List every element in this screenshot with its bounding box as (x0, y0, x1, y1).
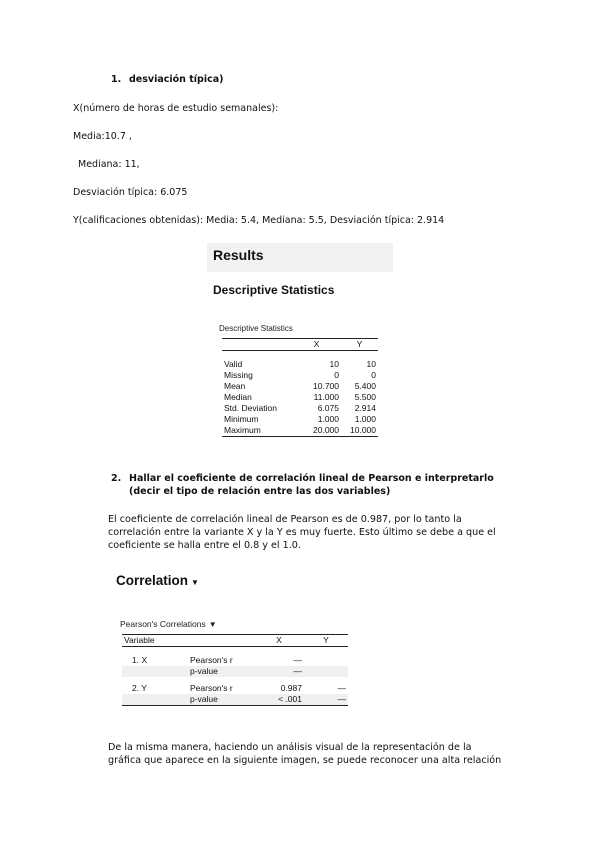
corr-variable: 2. Y (132, 683, 147, 693)
corr-variable (122, 694, 188, 706)
corr-stat: p-value (190, 666, 218, 676)
desc-cell-x: 10.700 (313, 381, 339, 391)
closing-paragraph-line1: De la misma manera, haciendo un análisis visual de la representación de la (108, 742, 472, 753)
desc-cell-x: 20.000 (313, 425, 339, 435)
desc-cell-y: 1.000 (354, 414, 376, 424)
section-2-number: 2. (111, 473, 122, 484)
section-1-heading (111, 74, 223, 85)
table-row (222, 403, 378, 414)
descriptive-table-caption: Descriptive Statistics (219, 324, 293, 333)
section-2-title-line1: Hallar el coeficiente de correlación lineal de Pearson e interpretarlo (129, 473, 494, 484)
desc-cell-x: 1.000 (317, 414, 339, 424)
desc-row-label: Valid (224, 359, 243, 369)
pearson-paragraph-line1: El coeficiente de correlación lineal de Pearson es de 0.987, por lo tanto la (108, 514, 462, 525)
x-std-deviation: Desviación típica: 6.075 (73, 187, 188, 198)
descriptive-statistics-title: Descriptive Statistics (213, 283, 335, 297)
corr-header-variable: Variable (124, 635, 155, 645)
desc-cell-y: 2.914 (354, 403, 376, 413)
desc-row-label: Std. Deviation (224, 403, 277, 413)
x-variable-label: X(número de horas de estudio semanales): (73, 103, 279, 114)
desc-row-label: Median (224, 392, 252, 402)
corr-header-y: Y (323, 635, 329, 645)
desc-cell-y: 5.500 (354, 392, 376, 402)
corr-header-x: X (276, 635, 282, 645)
corr-stat: Pearson's r (190, 683, 233, 693)
corr-variable (122, 666, 188, 677)
dropdown-triangle-icon[interactable]: ▼ (208, 620, 217, 629)
descriptive-statistics-table (222, 338, 378, 437)
closing-paragraph-line2: gráfica que aparece en la siguiente imagen, se puede reconocer una alta relación (108, 755, 502, 766)
corr-stat: Pearson's r (190, 655, 233, 665)
table-row (122, 655, 348, 666)
pearson-paragraph (108, 513, 496, 552)
dropdown-triangle-icon[interactable]: ▼ (191, 578, 199, 587)
section-2-heading (111, 473, 494, 484)
desc-header-y: Y (356, 339, 363, 349)
desc-cell-x: 0 (334, 370, 339, 380)
section-1-number: 1. (111, 74, 122, 85)
section-1-title: desviación típica) (129, 74, 224, 85)
desc-header-x: X (313, 339, 320, 349)
table-row (222, 425, 378, 437)
x-median: Mediana: 11, (78, 159, 140, 170)
desc-row-label: Mean (224, 381, 246, 391)
corr-cell-x: < .001 (278, 694, 302, 704)
corr-stat: p-value (190, 694, 218, 704)
corr-cell-x: — (293, 655, 302, 665)
table-row (222, 414, 378, 425)
corr-cell-y: — (337, 683, 346, 693)
desc-cell-y: 5.400 (354, 381, 376, 391)
corr-cell-y (304, 666, 348, 677)
closing-paragraph (108, 741, 501, 767)
x-mean: Media:10.7 , (73, 131, 132, 142)
desc-cell-y: 10.000 (350, 425, 376, 435)
pearson-correlations-table (122, 634, 348, 706)
y-summary: Y(calificaciones obtenidas): Media: 5.4, Mediana: 5.5, Desviación típica: 2.914 (73, 215, 445, 226)
desc-header-label (222, 339, 292, 351)
table-row (222, 381, 378, 392)
desc-row-label: Missing (224, 370, 253, 380)
table-row (122, 666, 348, 677)
desc-row-label: Maximum (224, 425, 261, 435)
corr-cell-y: — (337, 694, 346, 704)
desc-row-label: Minimum (224, 414, 259, 424)
desc-cell-y: 10 (366, 359, 376, 369)
table-row (222, 359, 378, 370)
table-row (222, 370, 378, 381)
results-title: Results (213, 247, 264, 263)
corr-header-stat (188, 635, 254, 647)
desc-cell-y: 0 (371, 370, 376, 380)
pearson-paragraph-line3: coeficiente se halla entre el 0.8 y el 1.0. (108, 540, 301, 551)
correlation-title-text: Correlation (116, 573, 189, 588)
correlation-title[interactable] (116, 573, 199, 588)
section-2-title-line2: (decir el tipo de relación entre las dos variables) (129, 486, 391, 497)
desc-cell-x: 6.075 (317, 403, 339, 413)
table-row (122, 694, 348, 706)
desc-cell-x: 11.000 (313, 392, 339, 402)
pearson-table-caption-text: Pearson's Correlations (120, 619, 206, 629)
desc-cell-x: 10 (329, 359, 339, 369)
table-row (122, 683, 348, 694)
pearson-table-caption[interactable] (120, 619, 217, 629)
corr-variable: 1. X (132, 655, 148, 665)
corr-cell-x: — (293, 666, 302, 676)
corr-cell-y (304, 655, 348, 666)
table-row (222, 392, 378, 403)
corr-cell-x: 0.987 (280, 683, 302, 693)
pearson-paragraph-line2: correlación entre la variante X y la Y es muy fuerte. Esto último se debe a que el (108, 527, 496, 538)
